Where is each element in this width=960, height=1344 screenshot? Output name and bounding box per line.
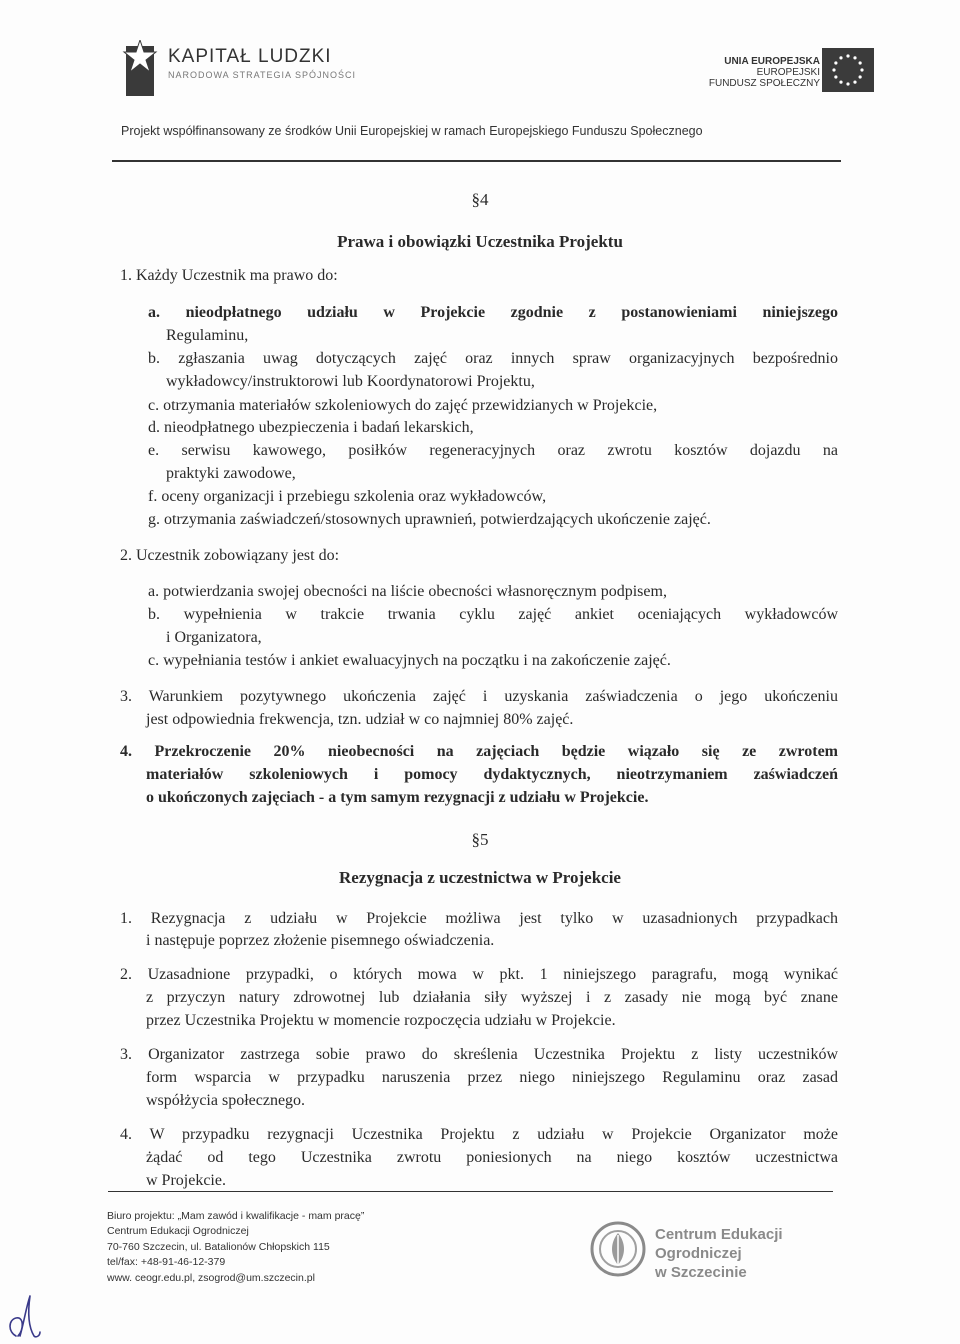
handwritten-signature bbox=[6, 1292, 42, 1340]
eu-flag-star bbox=[834, 75, 837, 78]
eu-flag-star bbox=[846, 54, 849, 57]
kapital-ludzki-title: KAPITAŁ LUDZKI bbox=[168, 46, 332, 67]
eu-flag-star bbox=[832, 68, 835, 71]
ceo-logo-line-1: Centrum Edukacji bbox=[655, 1226, 783, 1243]
s4-line: 3. Warunkiem pozytywnego ukończenia zajęć i uzyskania zaświadczenia o jego ukończeniu bbox=[120, 688, 838, 705]
s4-line: a. potwierdzania swojej obecności na liście obecności własnoręcznym podpisem, bbox=[148, 583, 667, 600]
ceo-logo-text bbox=[655, 1225, 783, 1282]
s4-line: b. zgłaszania uwag dotyczących zajęć oraz innych spraw organizacyjnych bezpośrednio bbox=[148, 350, 838, 367]
section-4-title: Prawa i obowiązki Uczestnika Projektu bbox=[337, 232, 623, 251]
s5-line: z przyczyn natury zdrowotnej lub działania siły wyższej i z zasady nie mogą być znane bbox=[146, 989, 838, 1006]
s4-line: c. wypełniania testów i ankiet ewaluacyjnych na początku i na zakończenie zajęć. bbox=[148, 652, 671, 669]
s4-line: 4. Przekroczenie 20% nieobecności na zajęciach będzie wiązało się ze zwrotem bbox=[120, 743, 838, 760]
s5-line: w Projekcie. bbox=[146, 1172, 226, 1189]
s4-line: 2. Uczestnik zobowiązany jest do: bbox=[120, 547, 340, 564]
eu-flag-star bbox=[853, 81, 856, 84]
eu-logo-line-1: UNIA EUROPEJSKA bbox=[724, 56, 820, 67]
footer-line: tel/fax: +48-91-46-12-379 bbox=[107, 1256, 226, 1269]
s4-line: g. otrzymania zaświadczeń/stosownych uprawnień, potwierdzających ukończenie zajęć. bbox=[148, 511, 711, 528]
s5-line: żądać od tego Uczestnika zwrotu poniesionych na niego kosztów uczestnictwa bbox=[146, 1149, 838, 1166]
s5-line: form wsparcia w przypadku naruszenia przez niego niniejszego Regulaminu oraz zasad bbox=[146, 1069, 838, 1086]
s4-line: materiałów szkoleniowych i pomocy dydaktycznych, nieotrzymaniem zaświadczeń bbox=[146, 766, 838, 783]
s5-line: 3. Organizator zastrzega sobie prawo do skreślenia Uczestnika Projektu z listy uczestników bbox=[120, 1046, 838, 1063]
s4-line: Regulaminu, bbox=[166, 327, 249, 344]
s4-line: 1. Każdy Uczestnik ma prawo do: bbox=[120, 267, 338, 284]
ceo-logo-line-2: Ogrodniczej bbox=[655, 1245, 742, 1262]
eu-flag-star bbox=[853, 56, 856, 59]
footer-divider bbox=[108, 1191, 833, 1192]
s4-line: o ukończonych zajęciach - a tym samym rezygnacji z udziału w Projekcie. bbox=[146, 789, 649, 806]
footer-contact bbox=[107, 1209, 364, 1286]
s4-line: wykładowcy/instruktorowi lub Koordynatorowi Projektu, bbox=[166, 373, 535, 390]
s4-line: jest odpowiednia frekwencja, tzn. udział w co najmniej 80% zajęć. bbox=[146, 711, 574, 728]
s4-line: a. nieodpłatnego udziału w Projekcie zgodnie z postanowieniami niniejszego bbox=[148, 304, 838, 321]
s4-line: praktyki zawodowe, bbox=[166, 465, 296, 482]
eu-logo-line-3: FUNDUSZ SPOŁECZNY bbox=[708, 78, 820, 89]
s5-line: i następuje poprzez złożenie pisemnego oświadczenia. bbox=[146, 932, 495, 949]
section-5-heading: §5 bbox=[471, 830, 489, 849]
s5-line: współżycia społecznego. bbox=[146, 1092, 306, 1109]
kapital-ludzki-subtitle: NARODOWA STRATEGIA SPÓJNOŚCI bbox=[168, 70, 357, 80]
footer-line: 70-760 Szczecin, ul. Batalionów Chłopskich 115 bbox=[107, 1240, 330, 1253]
kapital-ludzki-logo bbox=[120, 40, 160, 98]
ceo-logo-icon bbox=[588, 1219, 648, 1279]
eu-flag-star bbox=[846, 82, 849, 85]
s5-line: 4. W przypadku rezygnacji Uczestnika Projektu z udziału w Projekcie Organizator może bbox=[120, 1126, 838, 1143]
header-divider bbox=[112, 160, 841, 162]
s4-line: d. nieodpłatnego ubezpieczenia i badań lekarskich, bbox=[148, 419, 474, 436]
section-4-heading: §4 bbox=[471, 190, 489, 209]
eu-flag-star bbox=[839, 56, 842, 59]
s5-line: 1. Rezygnacja z udziału w Projekcie możliwa jest tylko w uzasadnionych przypadkach bbox=[120, 910, 838, 927]
eu-flag-star bbox=[839, 81, 842, 84]
s4-line: i Organizatora, bbox=[166, 629, 262, 646]
footer-line: www. ceogr.edu.pl, zsogrod@um.szczecin.pl bbox=[107, 1271, 315, 1284]
footer-line: Centrum Edukacji Ogrodniczej bbox=[107, 1225, 249, 1238]
eu-flag-star bbox=[859, 75, 862, 78]
eu-flag-star bbox=[859, 61, 862, 64]
s4-line: c. otrzymania materiałów szkoleniowych do zajęć przewidzianych w Projekcie, bbox=[148, 397, 658, 414]
footer-line: Biuro projektu: „Mam zawód i kwalifikacje - mam pracę” bbox=[107, 1210, 365, 1222]
s5-line: przez Uczestnika Projektu w momencie rozpoczęcia udziału w Projekcie. bbox=[146, 1012, 616, 1029]
s5-line: 2. Uzasadnione przypadki, o których mowa w pkt. 1 niniejszego paragrafu, mogą wynikać bbox=[120, 966, 838, 983]
eu-logo-text bbox=[709, 56, 820, 89]
s4-line: b. wypełnienia w trakcie trwania cyklu zajęć ankiet oceniających wykładowców bbox=[148, 606, 838, 623]
s4-line: f. oceny organizacji i przebiegu szkolenia oraz wykładowców, bbox=[148, 488, 547, 505]
s4-line: e. serwisu kawowego, posiłków regeneracyjnych oraz zwrotu kosztów dojazdu na bbox=[148, 442, 838, 459]
eu-flag-star bbox=[860, 68, 863, 71]
eu-flag-star bbox=[834, 61, 837, 64]
eu-logo-line-2: EUROPEJSKI bbox=[756, 67, 820, 78]
eu-flag-icon bbox=[822, 48, 874, 92]
cofinancing-note: Projekt współfinansowany ze środków Unii Europejskiej w ramach Europejskiego Funduszu Społecznego bbox=[121, 124, 703, 138]
section-5-title: Rezygnacja z uczestnictwa w Projekcie bbox=[339, 868, 621, 887]
ceo-logo-line-3: w Szczecinie bbox=[655, 1264, 747, 1281]
